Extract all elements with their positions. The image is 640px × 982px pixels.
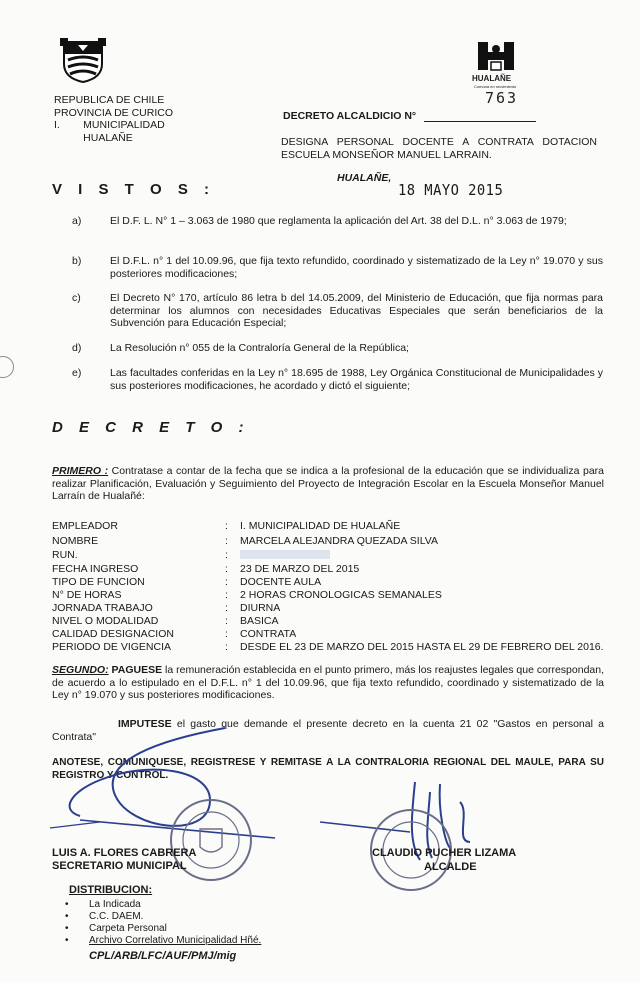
field-label: JORNADA TRABAJO: [52, 602, 153, 614]
margin-mark: [0, 356, 14, 378]
field-row: [52, 615, 612, 627]
place-label: HUALAÑE,: [337, 172, 392, 184]
vistos-letter: e): [72, 367, 82, 379]
signer-left-name: LUIS A. FLORES CABRERA: [52, 847, 197, 859]
distribucion-item: • Carpeta Personal: [89, 923, 261, 935]
vistos-letter: d): [72, 342, 82, 354]
field-label: FECHA INGRESO: [52, 563, 139, 575]
vistos-item: La Resolución n° 055 de la Contraloría General de la República;: [110, 342, 409, 354]
vistos-letter: c): [72, 292, 81, 304]
distribucion-title: DISTRIBUCION:: [69, 884, 153, 896]
vistos-item: El D.F.L. n° 1 del 10.09.96, que fija texto refundido, coordinado y sistematizado de la Ley n° 19.070 y sus posteriores modificaciones;: [110, 255, 603, 280]
vistos-item: Las facultades conferidas en la Ley n° 18.695 de 1988, Ley Orgánica Constitucional de Municipalidades y sus posteriores modificaciones, he acordado y dictó el siguiente;: [110, 367, 603, 392]
decree-number-line: [424, 121, 536, 122]
field-colon: :: [225, 628, 228, 640]
field-value: 2 HORAS CRONOLOGICAS SEMANALES: [240, 589, 442, 601]
field-colon: :: [225, 520, 228, 532]
field-colon: :: [225, 563, 228, 575]
decreto-title: D E C R E T O :: [52, 419, 250, 436]
field-value: MARCELA ALEJANDRA QUEZADA SILVA: [240, 535, 439, 547]
field-label: NIVEL O MODALIDAD: [52, 615, 159, 627]
field-label: NOMBRE: [52, 535, 99, 547]
decree-number-stamp: 763: [485, 89, 519, 107]
vistos-item: El Decreto N° 170, artículo 86 letra b del 14.05.2009, del Ministerio de Educación, que fija normas para determinar los alumnos con necesidades Educativas Especiales que serán beneficiarios de la Subvención para Educación Especial;: [110, 292, 603, 329]
field-row: [52, 628, 612, 640]
vistos-letter: a): [72, 215, 82, 227]
distribucion-initials: CPL/ARB/LFC/AUF/PMJ/mig: [89, 950, 237, 962]
field-row: [52, 535, 612, 547]
field-value: DIURNA: [240, 602, 281, 614]
segundo-text: la remuneración establecida en el punto primero, más los reajustes legales que correspondan, de acuerdo a lo estipulado en el D.F.L. n° 1 del 10.09.96, que fija texto refundido, coordinado y sistematizado de la Ley n° 19.070 y sus posteriores modificaciones.: [52, 664, 605, 701]
distribucion-item: • Archivo Correlativo Municipalidad Hñé.: [89, 935, 261, 947]
imputese-bold: IMPUTESE: [118, 718, 172, 730]
signer-left-role: SECRETARIO MUNICIPAL: [52, 860, 187, 872]
logo-subtext: Comuna en movimiento: [474, 84, 517, 89]
field-label: EMPLEADOR: [52, 520, 118, 532]
field-value: DESDE EL 23 DE MARZO DEL 2015 HASTA EL 29 DE FEBRERO DEL 2016.: [240, 641, 604, 653]
vistos-item: El D.F. L. N° 1 – 3.063 de 1980 que reglamenta la aplicación del Art. 38 del D.L. n° 3.063 de 1979;: [110, 215, 567, 227]
decree-label: DECRETO ALCALDICIO N°: [283, 110, 417, 122]
anotese-paragraph: ANOTESE, COMUNIQUESE, REGISTRESE Y REMITASE A LA CONTRALORIA REGIONAL DEL MAULE, PARA SU REGISTRO Y CONTROL.: [52, 757, 604, 781]
signer-right-role: ALCALDE: [424, 861, 477, 873]
primero-label: PRIMERO :: [52, 465, 109, 477]
vistos-title: V I S T O S :: [52, 181, 216, 198]
date-stamp: 18 MAYO 2015: [398, 181, 504, 199]
header-left-block: [54, 94, 173, 144]
distribucion-item: • La Indicada: [89, 899, 261, 911]
field-colon: :: [225, 535, 228, 547]
vistos-letter: b): [72, 255, 82, 267]
field-label: PERIODO DE VIGENCIA: [52, 641, 172, 653]
field-label: RUN.: [52, 549, 78, 561]
header-line: PROVINCIA DE CURICO: [54, 106, 174, 119]
field-colon: :: [225, 615, 228, 627]
field-row: [52, 563, 612, 575]
segundo-bold: PAGUESE: [108, 664, 163, 676]
field-value: 23 DE MARZO DEL 2015: [240, 563, 360, 575]
segundo-paragraph: [52, 664, 604, 702]
imputese-text: el gasto que demande el presente decreto en la cuenta 21 02 "Gastos en personal a Contrata": [52, 718, 604, 743]
field-row: [52, 589, 612, 601]
field-label: TIPO DE FUNCION: [52, 576, 145, 588]
decree-subject: DESIGNA PERSONAL DOCENTE A CONTRATA DOTACION ESCUELA MONSEÑOR MANUEL LARRAIN.: [281, 136, 597, 161]
distribucion-item: • C.C. DAEM.: [89, 911, 261, 923]
primero-paragraph: [52, 465, 604, 503]
field-row: [52, 576, 612, 588]
field-row: [52, 641, 612, 653]
field-colon: :: [225, 549, 228, 561]
field-row: [52, 520, 612, 532]
hualane-logo-icon: [474, 40, 518, 72]
field-colon: :: [225, 589, 228, 601]
field-colon: :: [225, 576, 228, 588]
logo-text: HUALAÑE: [472, 74, 512, 83]
segundo-label: SEGUNDO:: [52, 664, 109, 676]
field-value-redacted: [240, 550, 330, 559]
header-line: I. MUNICIPALIDAD: [54, 119, 165, 131]
field-label: N° DE HORAS: [52, 589, 122, 601]
field-value: DOCENTE AULA: [240, 576, 322, 588]
signer-right-name: CLAUDIO PUCHER LIZAMA: [372, 847, 517, 859]
distribucion-list: [89, 899, 261, 947]
field-value: BASICA: [240, 615, 279, 627]
header-line: HUALAÑE: [54, 131, 133, 144]
field-row: [52, 549, 612, 561]
municipal-crest-icon: [60, 36, 106, 84]
header-line: REPUBLICA DE CHILE: [54, 94, 165, 106]
field-colon: :: [225, 641, 228, 653]
field-colon: :: [225, 602, 228, 614]
field-value: I. MUNICIPALIDAD DE HUALAÑE: [240, 520, 401, 532]
field-value: CONTRATA: [240, 628, 297, 640]
primero-text: Contratase a contar de la fecha que se indica a la profesional de la educación que se individualiza para realizar Planificación, Evaluación y Seguimiento del Proyecto de Integración Escolar en la Escuela Monseñor Manuel Larraín de Hualañé:: [52, 465, 604, 502]
field-label: CALIDAD DESIGNACION: [52, 628, 174, 640]
field-row: [52, 602, 612, 614]
